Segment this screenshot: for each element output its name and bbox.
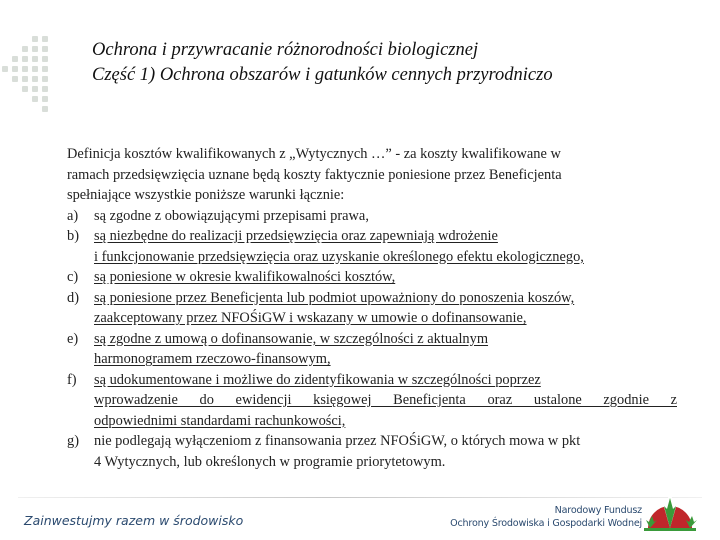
slide-title-line-1: Ochrona i przywracanie różnorodności biologicznej — [92, 40, 479, 60]
list-item-text: są poniesione przez Beneficjenta lub podmiot upoważniony do ponoszenia koszów, — [94, 289, 575, 306]
slide-title-line-2: Część 1) Ochrona obszarów i gatunków cennych przyrodniczo — [92, 65, 553, 85]
fund-name-line-1: Narodowy Fundusz — [554, 505, 642, 516]
footer-slogan: Zainwestujmy razem w środowisko — [24, 513, 244, 528]
list-item-text: odpowiednimi standardami rachunkowości, — [94, 412, 346, 429]
nfosigw-logo-icon — [642, 484, 698, 534]
intro-line-1: Definicja kosztów kwalifikowanych z „Wytycznych …” - za koszty kwalifikowane w — [67, 146, 561, 162]
list-item-text: są zgodne z umową o dofinansowanie, w szczególności z aktualnym — [94, 330, 489, 347]
slide-title — [92, 38, 702, 88]
decorative-dot-pattern — [0, 36, 54, 114]
list-item-label: b) — [67, 228, 79, 244]
list-item-label: g) — [67, 433, 79, 449]
list-item-text: harmonogramem rzeczowo-finansowym, — [94, 351, 331, 367]
list-item-text: nie podlegają wyłączeniom z finansowania przez NFOŚiGW, o których mowa w pkt — [94, 433, 581, 449]
list-item-text: są zgodne z obowiązującymi przepisami prawa, — [94, 207, 369, 224]
conditions-list — [67, 206, 677, 473]
list-item-text: 4 Wytycznych, lub określonych w programie priorytetowym. — [94, 453, 446, 470]
list-item-text: są niezbędne do realizacji przedsięwzięcia oraz zapewniają wdrożenie — [94, 228, 498, 244]
intro-line-3: spełniające wszystkie poniższe warunki łącznie: — [67, 187, 345, 203]
list-item-f — [67, 370, 677, 432]
list-item-label: c) — [67, 269, 79, 285]
list-item-d — [67, 288, 677, 329]
list-item-text: są poniesione w okresie kwalifikowalności kosztów, — [94, 269, 396, 285]
list-item-e — [67, 329, 677, 370]
slide-body — [67, 144, 677, 472]
list-item-text: wprowadzenie do ewidencji księgowej Beneficjenta oraz ustalone zgodnie z — [94, 392, 677, 408]
fund-name — [450, 504, 642, 530]
intro-line-2: ramach przedsięwzięcia uznane będą koszty faktycznie poniesione przez Beneficjenta — [67, 166, 562, 183]
footer-divider — [18, 497, 702, 498]
fund-name-line-2: Ochrony Środowiska i Gospodarki Wodnej — [450, 518, 642, 529]
list-item-c — [67, 267, 677, 288]
list-item-label: a) — [67, 207, 79, 224]
list-item-b — [67, 226, 677, 267]
list-item-label: f) — [67, 371, 77, 388]
list-item-label: e) — [67, 330, 79, 347]
list-item-text: są udokumentowane i możliwe do zidentyfikowania w szczególności poprzez — [94, 371, 541, 388]
list-item-text: zaakceptowany przez NFOŚiGW i wskazany w umowie o dofinansowanie, — [94, 310, 527, 326]
list-item-label: d) — [67, 289, 79, 306]
list-item-g — [67, 431, 677, 472]
list-item-text: i funkcjonowanie przedsięwzięcia oraz uzyskanie określonego efektu ekologicznego, — [94, 248, 584, 265]
list-item-a — [67, 206, 677, 227]
